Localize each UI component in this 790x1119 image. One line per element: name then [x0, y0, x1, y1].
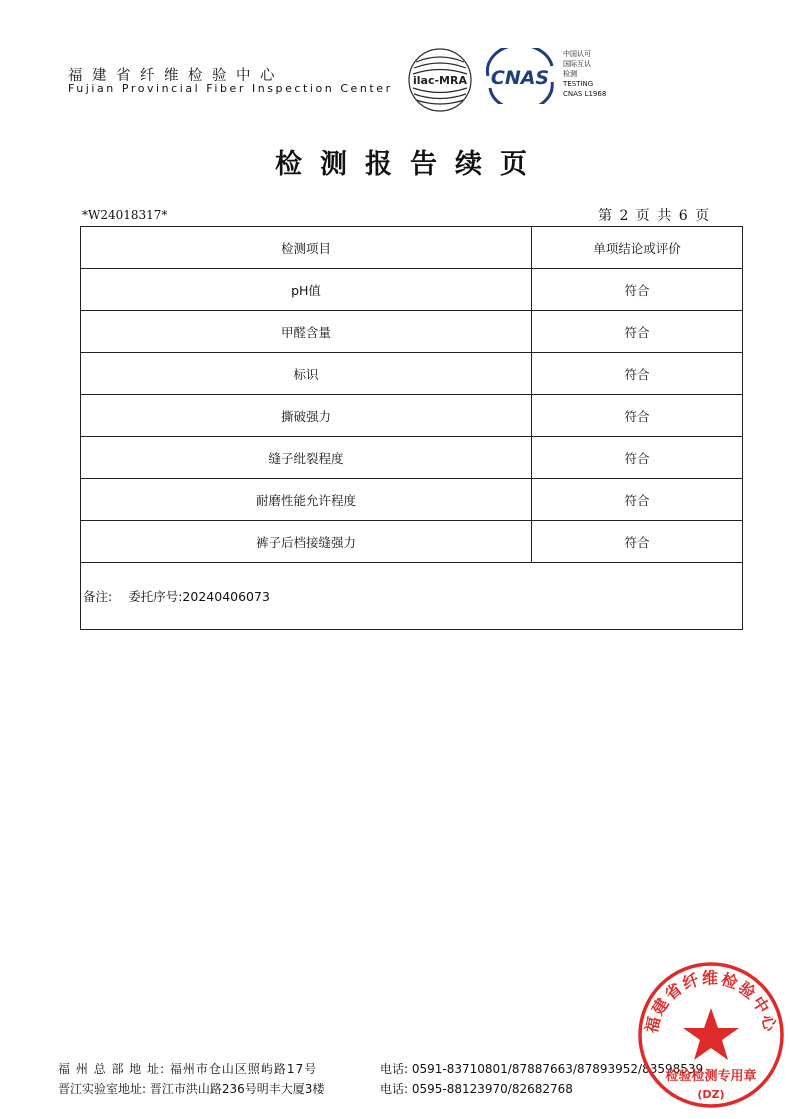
table-header-row — [81, 227, 743, 269]
headquarters-phone: 电话: 0591-83710801/87887663/87893952/83598539 — [380, 1062, 704, 1076]
test-result: 符合 — [532, 437, 743, 479]
table-row — [81, 353, 743, 395]
table-row — [81, 311, 743, 353]
headquarters-address: 福 州 总 部 地 址: 福州市仓山区照屿路17号 — [58, 1062, 318, 1076]
test-item: pH值 — [81, 269, 532, 311]
seal-code: (DZ) — [697, 1088, 725, 1101]
ilac-logo-text: ilac-MRA — [413, 74, 467, 87]
test-result: 符合 — [532, 353, 743, 395]
test-result: 符合 — [532, 521, 743, 563]
org-name-en: Fujian Provincial Fiber Inspection Center — [68, 82, 393, 95]
table-row — [81, 269, 743, 311]
results-table — [80, 226, 743, 630]
table-row — [81, 437, 743, 479]
lab-phone: 电话: 0595-88123970/82682768 — [380, 1082, 573, 1096]
seal-inner-text: 检验检测专用章 — [665, 1069, 757, 1084]
column-header-result: 单项结论或评价 — [532, 227, 743, 269]
test-result: 符合 — [532, 479, 743, 521]
cnas-info-line: 检测 — [563, 70, 577, 78]
test-result: 符合 — [532, 395, 743, 437]
official-seal — [636, 960, 786, 1110]
org-name-cn: 福建省纤维检验中心 — [68, 68, 284, 84]
remarks-label: 备注: — [83, 589, 113, 604]
ilac-mra-logo — [406, 46, 474, 114]
table-row — [81, 395, 743, 437]
cnas-accreditation-info — [563, 49, 606, 99]
cnas-info-line: 中国认可 — [563, 50, 591, 58]
report-number: *W24018317* — [82, 208, 168, 222]
test-result: 符合 — [532, 311, 743, 353]
test-item: 撕破强力 — [81, 395, 532, 437]
lab-address: 晋江实验室地址: 晋江市洪山路236号明丰大厦3楼 — [58, 1082, 325, 1096]
cnas-info-line: CNAS L1968 — [563, 90, 607, 98]
page-title: 检测报告续页 — [275, 149, 545, 180]
test-item: 标识 — [81, 353, 532, 395]
remarks-cell — [81, 563, 743, 630]
cnas-info-line: 国际互认 — [563, 60, 591, 68]
cnas-info-line: TESTING — [563, 80, 594, 88]
test-item: 裤子后档接缝强力 — [81, 521, 532, 563]
table-row — [81, 521, 743, 563]
column-header-item: 检测项目 — [81, 227, 532, 269]
cnas-logo-text: CNAS — [490, 67, 550, 89]
test-item: 缝子纰裂程度 — [81, 437, 532, 479]
remarks-text: 委托序号:20240406073 — [128, 589, 270, 604]
test-item: 甲醛含量 — [81, 311, 532, 353]
test-result: 符合 — [532, 269, 743, 311]
table-row — [81, 479, 743, 521]
test-item: 耐磨性能允许程度 — [81, 479, 532, 521]
cnas-logo — [482, 48, 558, 104]
page-indicator: 第 2 页 共 6 页 — [598, 208, 710, 224]
remarks-row — [81, 563, 743, 630]
seal-outer-text: 福建省纤维检验中心 — [641, 968, 781, 1035]
